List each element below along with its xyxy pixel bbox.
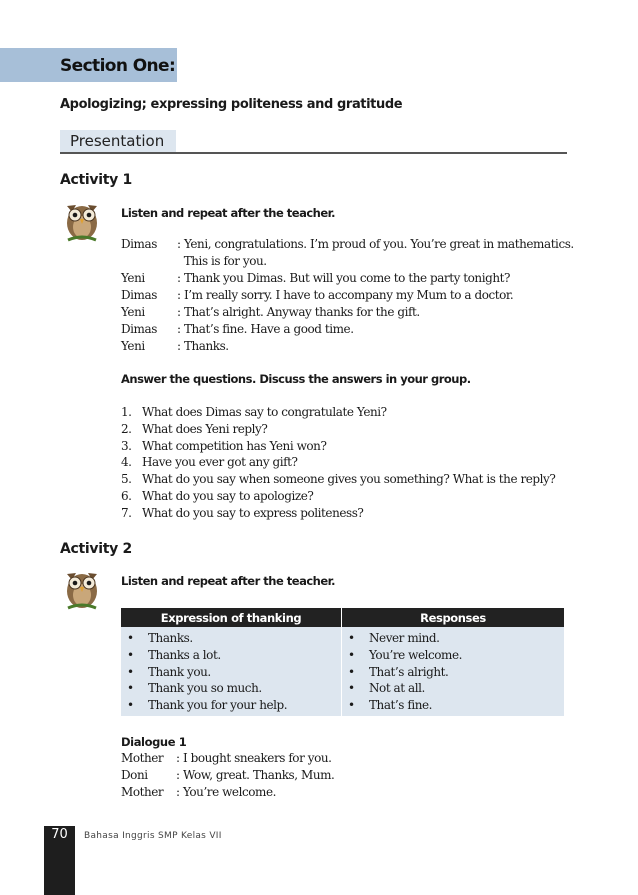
questions-heading: Answer the questions. Discuss the answers in your group. xyxy=(121,372,471,386)
speaker: Dimas xyxy=(121,237,157,251)
question-text: What competition has Yeni won? xyxy=(142,438,327,453)
response-text: Never mind. xyxy=(369,631,440,645)
dialogue1-title: Dialogue 1 xyxy=(121,735,187,749)
list-item xyxy=(121,647,341,664)
section-title: Section One: xyxy=(60,56,176,76)
bullet: • xyxy=(348,664,355,679)
list-item xyxy=(121,664,341,681)
utterance: : Yeni, congratulations. I’m proud of you. You’re great in mathematics. xyxy=(177,237,574,251)
section-subtitle: Apologizing; expressing politeness and gratitude xyxy=(60,97,403,112)
bullet: • xyxy=(348,631,355,645)
bullet: • xyxy=(127,681,134,696)
utterance: : Wow, great. Thanks, Mum. xyxy=(176,768,335,782)
speaker: Dimas xyxy=(121,322,157,336)
speaker: Dimas xyxy=(121,288,157,302)
utterance: : That’s fine. Have a good time. xyxy=(177,322,354,336)
response-text: Not at all. xyxy=(369,681,425,696)
speaker: Yeni xyxy=(121,339,145,353)
speaker: Doni xyxy=(121,768,148,782)
expression-text: Thank you. xyxy=(148,664,211,679)
list-item xyxy=(121,630,341,647)
utterance: : I bought sneakers for you. xyxy=(176,751,332,765)
list-item xyxy=(342,630,564,647)
presentation-rule xyxy=(60,152,567,154)
activity1-title: Activity 1 xyxy=(60,172,132,188)
activity1-dialogue xyxy=(121,236,574,355)
response-text: You’re welcome. xyxy=(369,647,463,662)
owl-icon xyxy=(62,564,102,610)
dialogue-line xyxy=(121,304,571,321)
bullet: • xyxy=(348,681,355,696)
response-text: That’s fine. xyxy=(369,698,433,713)
activity1-instruction: Listen and repeat after the teacher. xyxy=(121,206,336,220)
bullet: • xyxy=(348,647,355,662)
table-header-responses: Responses xyxy=(342,608,565,627)
list-item xyxy=(342,697,564,714)
bullet: • xyxy=(127,698,134,713)
table-header-expressions: Expression of thanking xyxy=(121,608,342,627)
question-number: 1. xyxy=(121,405,132,419)
question-number: 7. xyxy=(121,505,132,520)
utterance: : That’s alright. Anyway thanks for the gift. xyxy=(177,305,420,319)
question-text: What do you say when someone gives you something? What is the reply? xyxy=(142,472,556,487)
list-item xyxy=(342,647,564,664)
bullet: • xyxy=(127,631,134,645)
list-item xyxy=(121,697,341,714)
response-text: That’s alright. xyxy=(369,664,449,679)
question-text: What does Dimas say to congratulate Yeni? xyxy=(142,405,387,419)
question-number: 3. xyxy=(121,438,132,453)
utterance: : You’re welcome. xyxy=(176,785,276,799)
list-item xyxy=(121,680,341,697)
speaker: Yeni xyxy=(121,271,145,285)
responses-cell xyxy=(342,627,565,716)
expression-text: Thank you for your help. xyxy=(148,698,288,713)
question-text: Have you ever got any gift? xyxy=(142,455,298,470)
question-number: 5. xyxy=(121,472,132,487)
utterance: This is for you. xyxy=(177,254,267,268)
speaker: Mother xyxy=(121,751,164,765)
page-number: 70 xyxy=(51,827,68,842)
expression-text: Thank you so much. xyxy=(148,681,262,696)
dialogue-line xyxy=(121,321,571,338)
thanking-table xyxy=(121,608,564,716)
question-text: What do you say to express politeness? xyxy=(142,505,364,520)
dialogue-line xyxy=(121,253,571,270)
question-text: What does Yeni reply? xyxy=(142,421,268,436)
expression-text: Thanks a lot. xyxy=(148,647,221,662)
speaker: Mother xyxy=(121,785,164,799)
dialogue-line xyxy=(121,270,571,287)
presentation-label: Presentation xyxy=(70,132,165,150)
expressions-cell xyxy=(121,627,342,716)
dialogue-line xyxy=(121,338,571,355)
bullet: • xyxy=(348,698,355,713)
utterance: : Thank you Dimas. But will you come to the party tonight? xyxy=(177,271,510,285)
list-item xyxy=(342,680,564,697)
owl-icon xyxy=(62,196,102,242)
question-number: 6. xyxy=(121,488,132,503)
speaker: Yeni xyxy=(121,305,145,319)
question-number: 2. xyxy=(121,421,132,436)
activity2-title: Activity 2 xyxy=(60,541,132,557)
bullet: • xyxy=(127,647,134,662)
list-item xyxy=(342,664,564,681)
question-text: What do you say to apologize? xyxy=(142,488,314,503)
utterance: : I’m really sorry. I have to accompany my Mum to a doctor. xyxy=(177,288,514,302)
dialogue-line xyxy=(121,236,574,253)
expression-text: Thanks. xyxy=(148,631,193,645)
question-number: 4. xyxy=(121,455,132,470)
dialogue-line xyxy=(121,287,571,304)
activity2-instruction: Listen and repeat after the teacher. xyxy=(121,574,336,588)
bullet: • xyxy=(127,664,134,679)
book-title: Bahasa Inggris SMP Kelas VII xyxy=(84,831,222,841)
utterance: : Thanks. xyxy=(177,339,229,353)
